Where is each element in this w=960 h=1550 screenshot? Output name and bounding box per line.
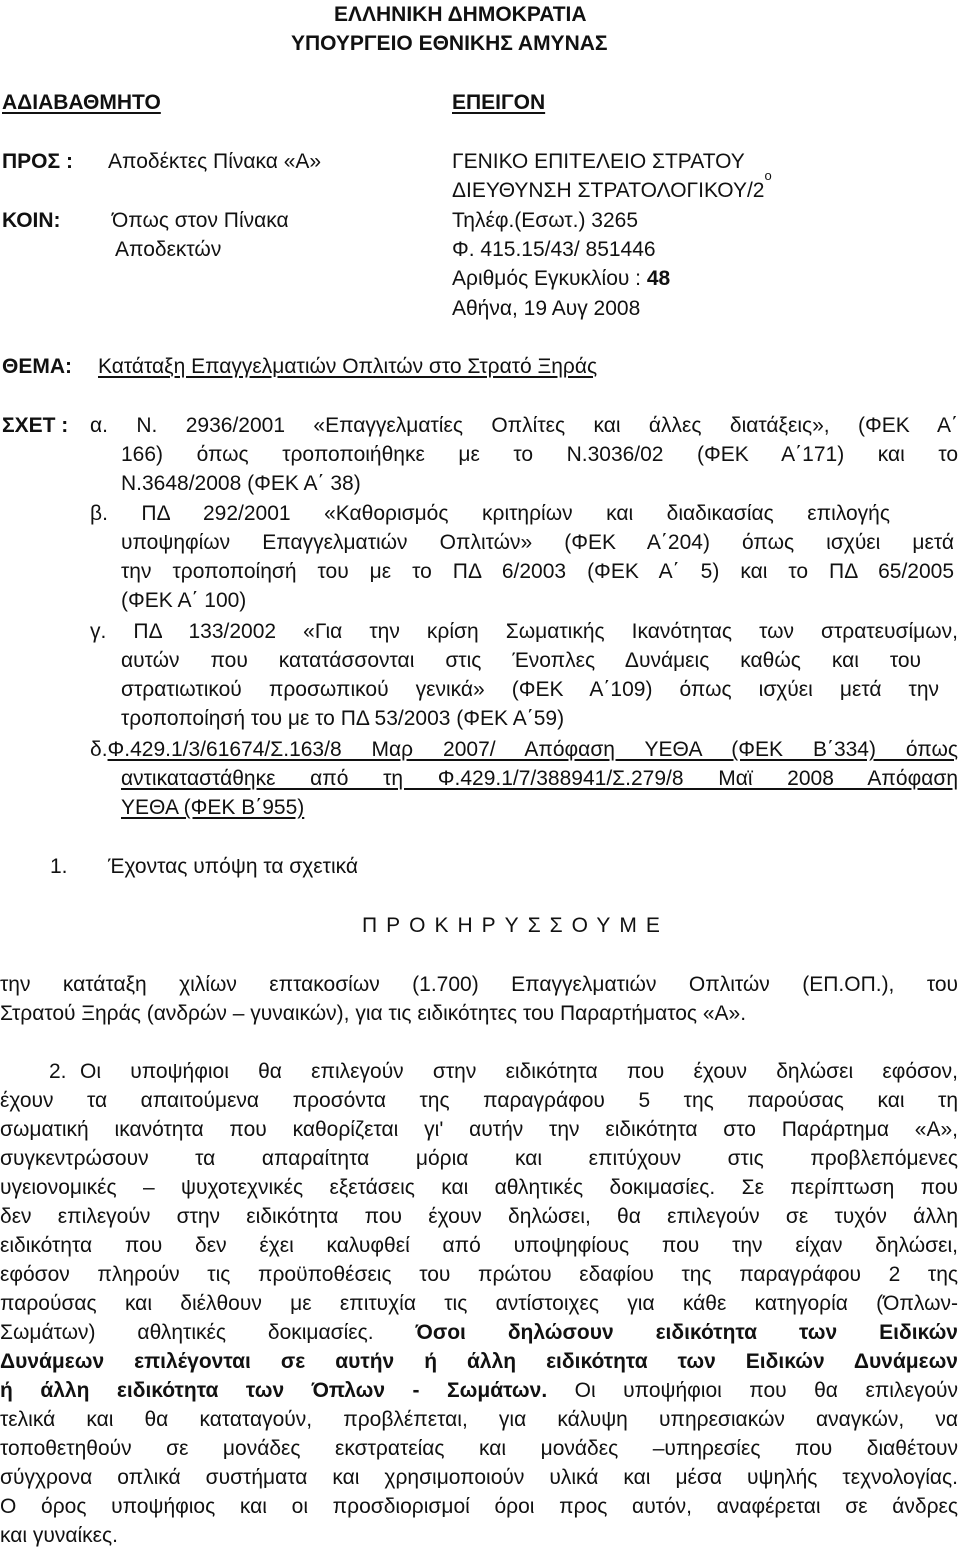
circular-number: Αριθμός Εγκυκλίου : 48 bbox=[452, 267, 671, 290]
references-label: ΣΧΕΤ : bbox=[2, 414, 69, 437]
cc-label: ΚΟΙΝ: bbox=[2, 209, 61, 232]
intro-line-2: Στρατού Ξηράς (ανδρών – γυναικών), για τις ειδικότητες του Παραρτήματος «Α». bbox=[0, 1002, 747, 1025]
to-value: Αποδέκτες Πίνακα «Α» bbox=[108, 150, 322, 173]
subject-text: Κατάταξη Επαγγελματιών Οπλιτών στο Στρατό Ξηράς bbox=[98, 355, 598, 378]
intro-line-1: την κατάταξη χιλίων επτακοσίων (1.700) Επαγγελματιών Οπλιτών (ΕΠ.ΟΠ.), του bbox=[0, 973, 958, 996]
reference-c: γ. ΠΔ 133/2002 «Για την κρίση Σωματικής Ικανότητας των στρατευσίμων, αυτών που κατατάσσονται στις Ένοπλες Δυνάμεις καθώς και του στρατιωτικού προσωπικού γενικά» (ΦΕΚ Α΄109) όπως ισχύει μετά την τροποποίησή του με το ΠΔ 53/2003 (ΦΕΚ Α΄59) bbox=[90, 620, 958, 730]
cc-value: Όπως στον Πίνακα bbox=[112, 209, 289, 232]
ministry-heading: ΥΠΟΥΡΓΕΙΟ ΕΘΝΙΚΗΣ ΑΜΥΝΑΣ bbox=[291, 32, 608, 55]
paragraph-2-number: 2. bbox=[49, 1060, 67, 1083]
item-1-text: Έχοντας υπόψη τα σχετικά bbox=[108, 855, 359, 878]
place-date: Αθήνα, 19 Αυγ 2008 bbox=[452, 297, 641, 320]
reference-d: δ. Φ.429.1/3/61674/Σ.163/8 Μαρ 2007/ Απόφαση ΥΕΘΑ (ΦΕΚ Β΄334) όπως αντικαταστάθηκε από τη Φ.429.1/7/388941/Σ.279/8 Μαϊ 2008 Απόφαση ΥΕΘΑ (ΦΕΚ Β΄955) bbox=[90, 738, 958, 819]
country-heading: ΕΛΛΗΝΙΚΗ ΔΗΜΟΚΡΑΤΙΑ bbox=[334, 3, 587, 26]
sender-phone: Τηλέφ.(Εσωτ.) 3265 bbox=[452, 209, 639, 232]
classification-label: ΑΔΙΑΒΑΘΜΗΤΟ bbox=[2, 91, 161, 114]
reference-a: α. Ν. 2936/2001 «Επαγγελματίες Οπλίτες και άλλες διατάξεις», (ΦΕΚ Α΄ 166) όπως τροποποιήθηκε με το Ν.3036/02 (ΦΕΚ Α΄171) και το Ν.3648/2008 (ΦΕΚ Α΄ 38) bbox=[90, 414, 958, 495]
sender-file-number: Φ. 415.15/43/ 851446 bbox=[452, 238, 656, 261]
reference-b: β. ΠΔ 292/2001 «Καθορισμός κριτηρίων και διαδικασίας επιλογής υποψηφίων Επαγγελματιών Οπλιτών» (ΦΕΚ Α΄204) όπως ισχύει μετά την τροποποίησή του με το ΠΔ 6/2003 (ΦΕΚ Α΄ 5) και το ΠΔ 65/2005 (ΦΕΚ Α΄ 100) bbox=[90, 502, 954, 612]
priority-label: ΕΠΕΙΓΟΝ bbox=[452, 91, 546, 114]
subject-label: ΘΕΜΑ: bbox=[2, 355, 72, 378]
announcement-heading: ΠΡΟΚΗΡΥΣΣΟΥΜΕ bbox=[362, 914, 669, 937]
to-label: ΠΡΟΣ : bbox=[2, 150, 73, 173]
sender-directorate: ΔΙΕΥΘΥΝΣΗ ΣΤΡΑΤΟΛΟΓΙΚΟΥ/$2^o$ bbox=[452, 168, 772, 202]
item-number-1: 1. bbox=[50, 855, 68, 878]
cc-value-cont: Αποδεκτών bbox=[115, 238, 222, 261]
sender-general-staff: ΓΕΝΙΚΟ ΕΠΙΤΕΛΕΙΟ ΣΤΡΑΤΟΥ bbox=[452, 150, 745, 173]
paragraph-2: 2. Οι υποψήφιοι θα επιλεγούν στην ειδικότητα που έχουν δηλώσει εφόσον, έχουν τα απαιτούμενα προσόντα της παραγράφου 5 της παρούσας και τη σωματική ικανότητα που καθορίζεται γι' αυτήν την ειδικότητα στο Παράρτημα «Α», συγκεντρώσουν τα απαραίτητα μόρια και επιτύχουν στις προβλεπόμενες υγειονομικές – ψυχοτεχνικές εξετάσεις και αθλητικές δοκιμασίες. Σε περίπτωση που δεν επιλεγούν στην ειδικότητα που έχουν δηλώσει, θα επιλεγούν σε τυχόν άλλη ειδικότητα που δεν έχει καλυφθεί από υποψηφίους που την είχαν δηλώσει, εφόσον πληρούν τις προϋποθέσεις του πρώτου εδαφίου της παραγράφου 2 της παρούσας και διέλθουν με επιτυχία τις αντίστοιχες για κάθε κατηγορία (Όπλων- Σωμάτων) αθλητικές δοκιμασίες. Όσοι δηλώσουν ειδικότητα των Ειδικών Δυνάμεων επιλέγονται σε αυτήν ή άλλη ειδικότητα των Ειδικών Δυνάμεων ή άλλη ειδικότητα των Όπλων - Σωμάτων. Οι υποψήφιοι που θα επιλεγούν τελικά και θα καταταγούν, προβλέπεται, για κάλυψη υπηρεσιακών αναγκών, να τοποθετηθούν σε μονάδες εκστρατείας και μονάδες –υπηρεσίες που διαθέτουν σύγχρονα οπλικά συστήματα και χρησιμοποιούν υλικά και μέσα υψηλής τεχνολογίας. Ο όρος υποψήφιος και οι προσδιορισμοί όροι προς αυτόν, αναφέρεται σε άνδρες και γυναίκες. bbox=[0, 1057, 958, 1550]
